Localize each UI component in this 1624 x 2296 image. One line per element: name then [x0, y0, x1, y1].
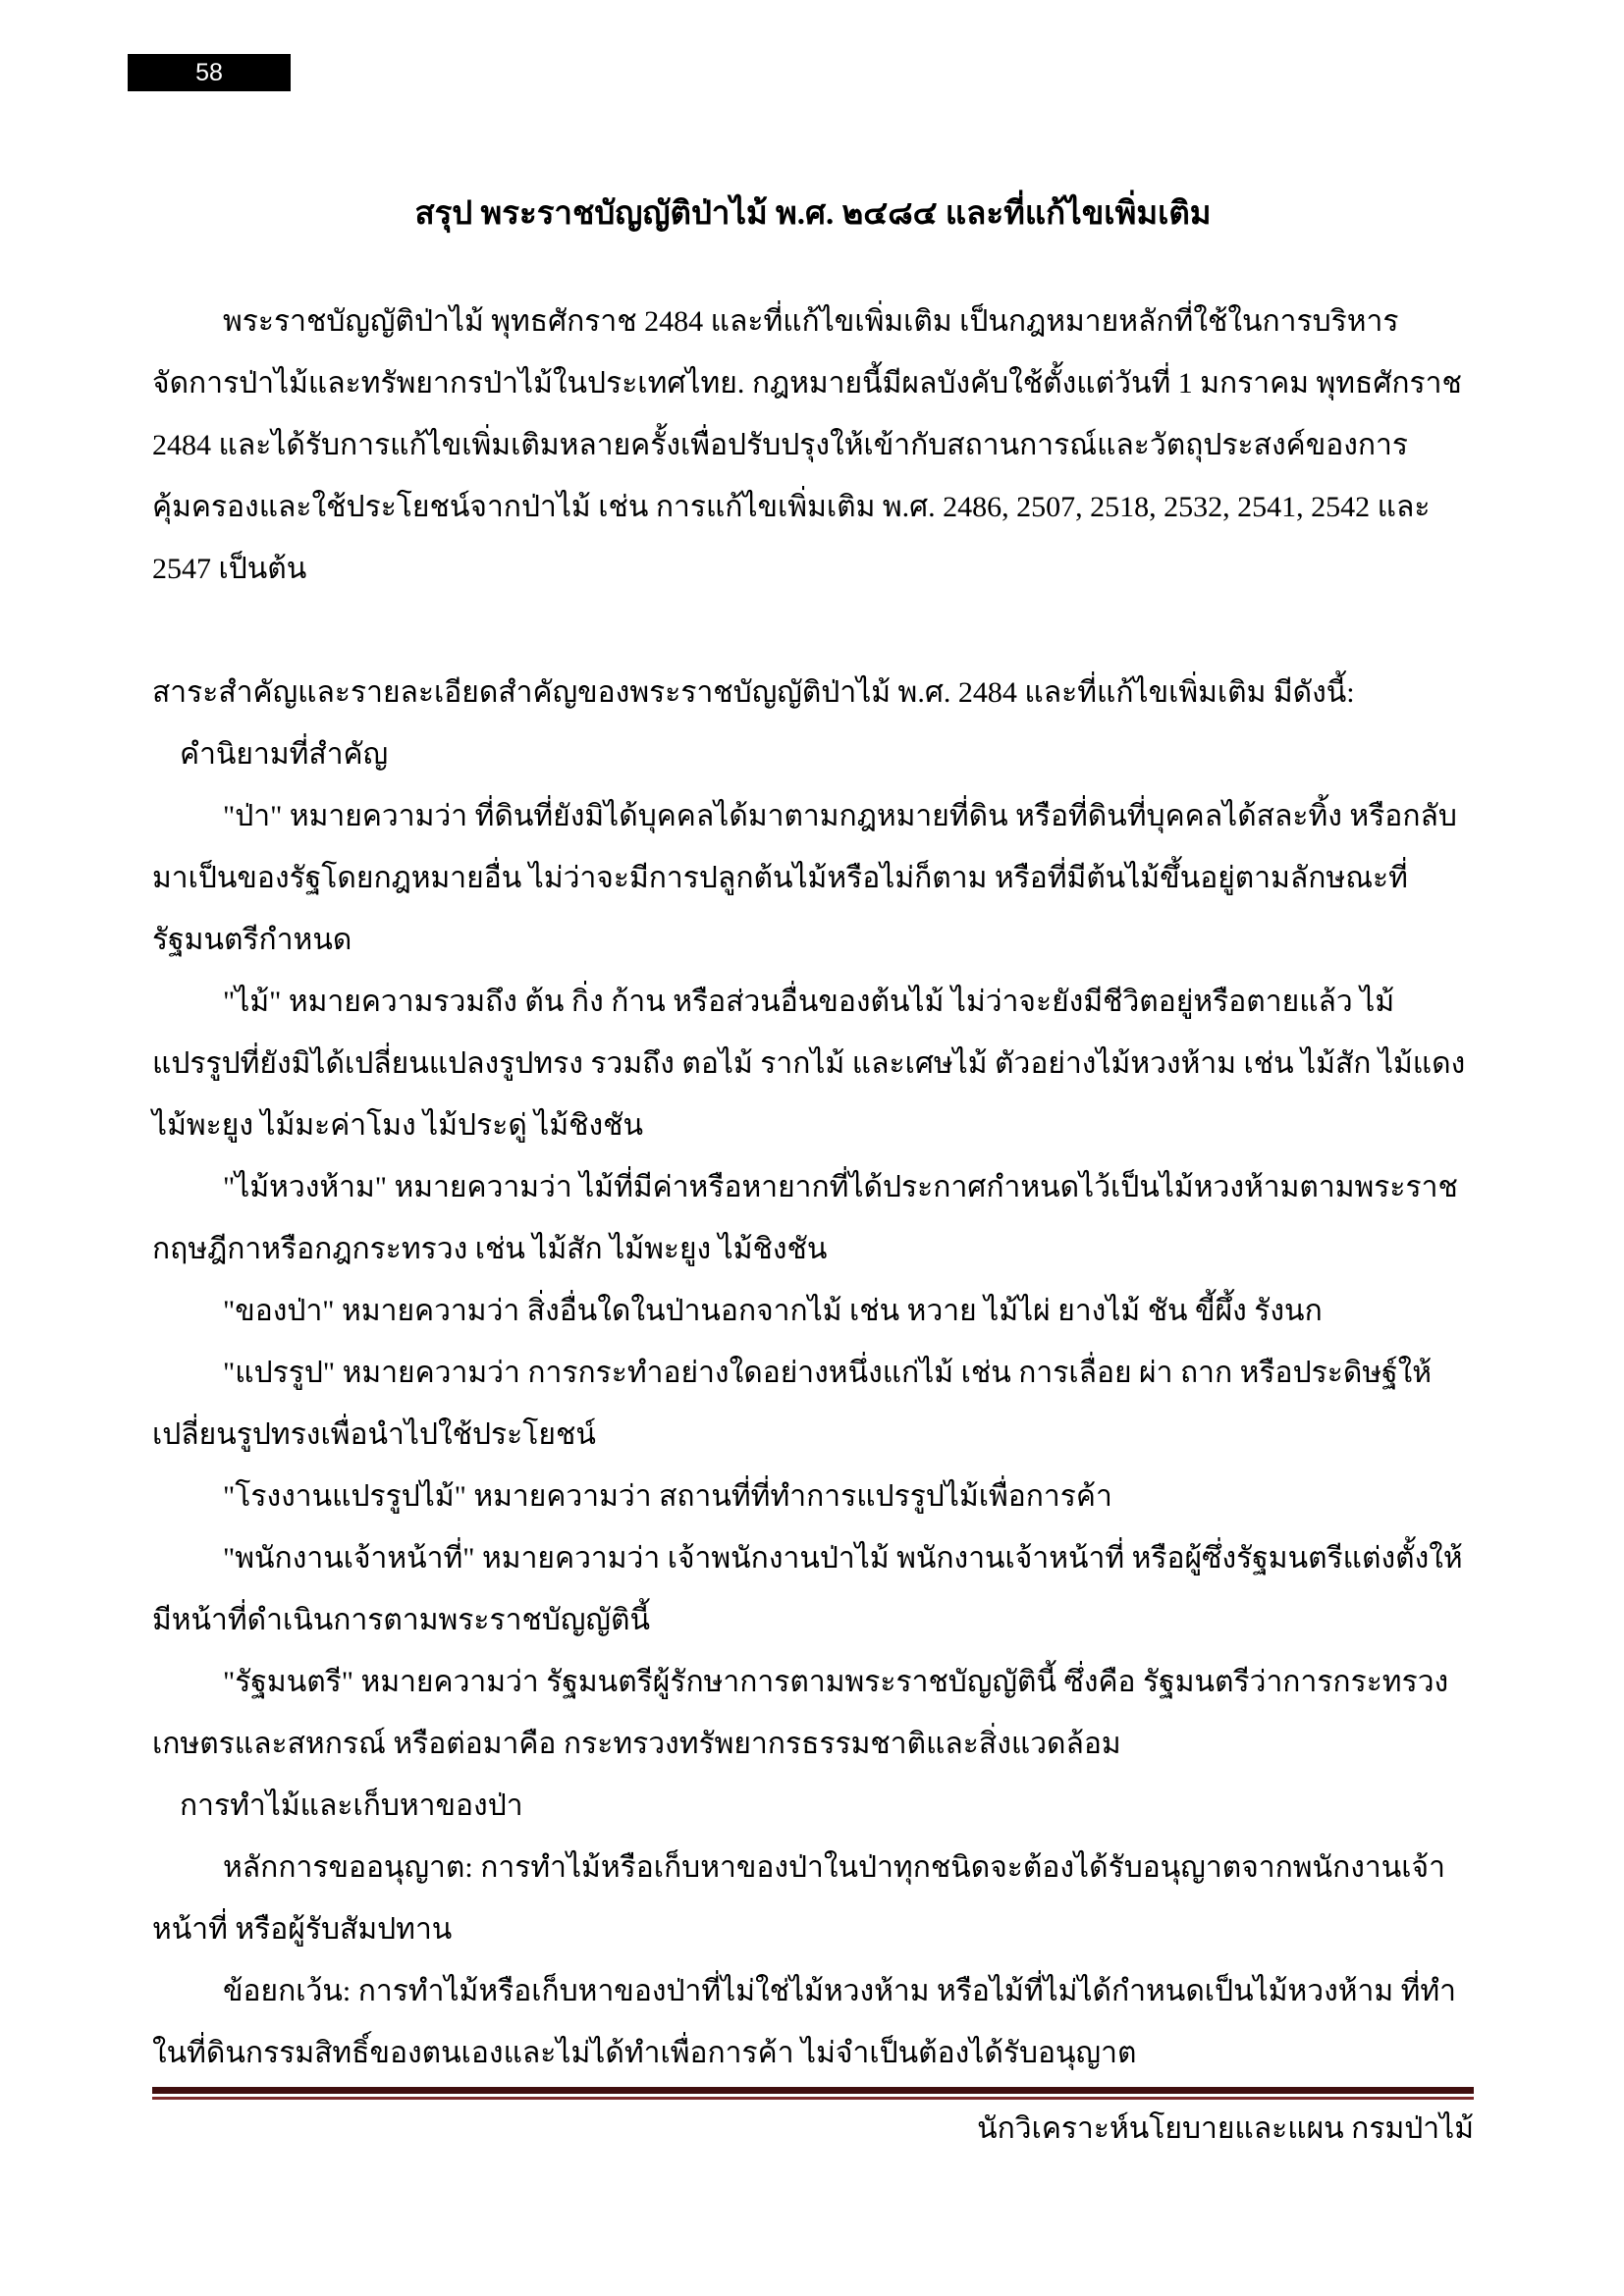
- page-content: [152, 128, 1474, 2084]
- intro-paragraph: พระราชบัญญัติป่าไม้ พุทธศักราช 2484 และที่แก้ไขเพิ่มเติม เป็นกฎหมายหลักที่ใช้ในการบริหารจัดการป่าไม้และทรัพยากรป่าไม้ในประเทศไทย. กฎหมายนี้มีผลบังคับใช้ตั้งแต่วันที่ 1 มกราคม พุทธศักราช 2484 และได้รับการแก้ไขเพิ่มเติมหลายครั้งเพื่อปรับปรุงให้เข้ากับสถานการณ์และวัตถุประสงค์ของการคุ้มครองและใช้ประโยชน์จากป่าไม้ เช่น การแก้ไขเพิ่มเติม พ.ศ. 2486, 2507, 2518, 2532, 2541, 2542 และ 2547 เป็นต้น: [152, 305, 1462, 585]
- definition-paragraph-minister: "รัฐมนตรี" หมายความว่า รัฐมนตรีผู้รักษาการตามพระราชบัญญัตินี้ ซึ่งคือ รัฐมนตรีว่าการกระทรวงเกษตรและสหกรณ์ หรือต่อมาคือ กระทรวงทรัพยากรธรรมชาติและสิ่งแวดล้อม: [152, 1666, 1449, 1760]
- footer-divider-thin: [152, 2097, 1474, 2100]
- definition-paragraph-official: "พนักงานเจ้าหน้าที่" หมายความว่า เจ้าพนักงานป่าไม้ พนักงานเจ้าหน้าที่ หรือผู้ซึ่งรัฐมนตรีแต่งตั้งให้มีหน้าที่ดำเนินการตามพระราชบัญญัตินี้: [152, 1542, 1463, 1636]
- page-number: 58: [195, 58, 223, 86]
- document-title: สรุป พระราชบัญญัติป่าไม้ พ.ศ. ๒๔๘๔ และที่แก้ไขเพิ่มเติม: [414, 196, 1212, 232]
- section-heading-definitions: คำนิยามที่สำคัญ: [180, 738, 389, 771]
- logging-paragraph-permission: หลักการขออนุญาต: การทำไม้หรือเก็บหาของป่าในป่าทุกชนิดจะต้องได้รับอนุญาตจากพนักงานเจ้าหน้าที่ หรือผู้รับสัมปทาน: [152, 1851, 1445, 1946]
- footer-credit: นักวิเคราะห์นโยบายและแผน กรมป่าไม้: [977, 2112, 1474, 2145]
- summary-lead: สาระสำคัญและรายละเอียดสำคัญของพระราชบัญญัติป่าไม้ พ.ศ. 2484 และที่แก้ไขเพิ่มเติม มีดังนี้:: [152, 676, 1355, 709]
- document-body: [152, 291, 1474, 2084]
- definition-paragraph-forest: "ป่า" หมายความว่า ที่ดินที่ยังมิได้บุคคลได้มาตามกฎหมายที่ดิน หรือที่ดินที่บุคคลได้สละทิ้ง หรือกลับมาเป็นของรัฐโดยกฎหมายอื่น ไม่ว่าจะมีการปลูกต้นไม้หรือไม่ก็ตาม หรือที่มีต้นไม้ขึ้นอยู่ตามลักษณะที่รัฐมนตรีกำหนด: [152, 800, 1457, 956]
- footer-divider-thick: [152, 2087, 1474, 2094]
- definition-paragraph-sawmill: "โรงงานแปรรูปไม้" หมายความว่า สถานที่ที่ทำการแปรรูปไม้เพื่อการค้า: [223, 1480, 1112, 1513]
- page-footer: [152, 2087, 1474, 2151]
- logging-paragraph-exception: ข้อยกเว้น: การทำไม้หรือเก็บหาของป่าที่ไม่ใช่ไม้หวงห้าม หรือไม้ที่ไม่ได้กำหนดเป็นไม้หวงห้าม ที่ทำในที่ดินกรรมสิทธิ์ของตนเองและไม่ได้ทำเพื่อการค้า ไม่จำเป็นต้องได้รับอนุญาต: [152, 1975, 1457, 2069]
- definition-paragraph-processing: "แปรรูป" หมายความว่า การกระทำอย่างใดอย่างหนึ่งแก่ไม้ เช่น การเลื่อย ผ่า ถาก หรือประดิษฐ์ให้เปลี่ยนรูปทรงเพื่อนำไปใช้ประโยชน์: [152, 1357, 1433, 1451]
- definition-paragraph-forest-products: "ของป่า" หมายความว่า สิ่งอื่นใดในป่านอกจากไม้ เช่น หวาย ไม้ไผ่ ยางไม้ ชัน ขี้ผึ้ง รังนก: [223, 1295, 1323, 1327]
- definition-paragraph-restricted-timber: "ไม้หวงห้าม" หมายความว่า ไม้ที่มีค่าหรือหายากที่ได้ประกาศกำหนดไว้เป็นไม้หวงห้ามตามพระราชกฤษฎีกาหรือกฎกระทรวง เช่น ไม้สัก ไม้พะยูง ไม้ชิงชัน: [152, 1171, 1458, 1265]
- section-heading-logging: การทำไม้และเก็บหาของป่า: [180, 1789, 523, 1822]
- page-number-box: [128, 54, 291, 91]
- definition-paragraph-timber: "ไม้" หมายความรวมถึง ต้น กิ่ง ก้าน หรือส่วนอื่นของต้นไม้ ไม่ว่าจะยังมีชีวิตอยู่หรือตายแล้ว ไม้แปรรูปที่ยังมิได้เปลี่ยนแปลงรูปทรง รวมถึง ตอไม้ รากไม้ และเศษไม้ ตัวอย่างไม้หวงห้าม เช่น ไม้สัก ไม้แดง ไม้พะยูง ไม้มะค่าโมง ไม้ประดู่ ไม้ชิงชัน: [152, 986, 1466, 1142]
